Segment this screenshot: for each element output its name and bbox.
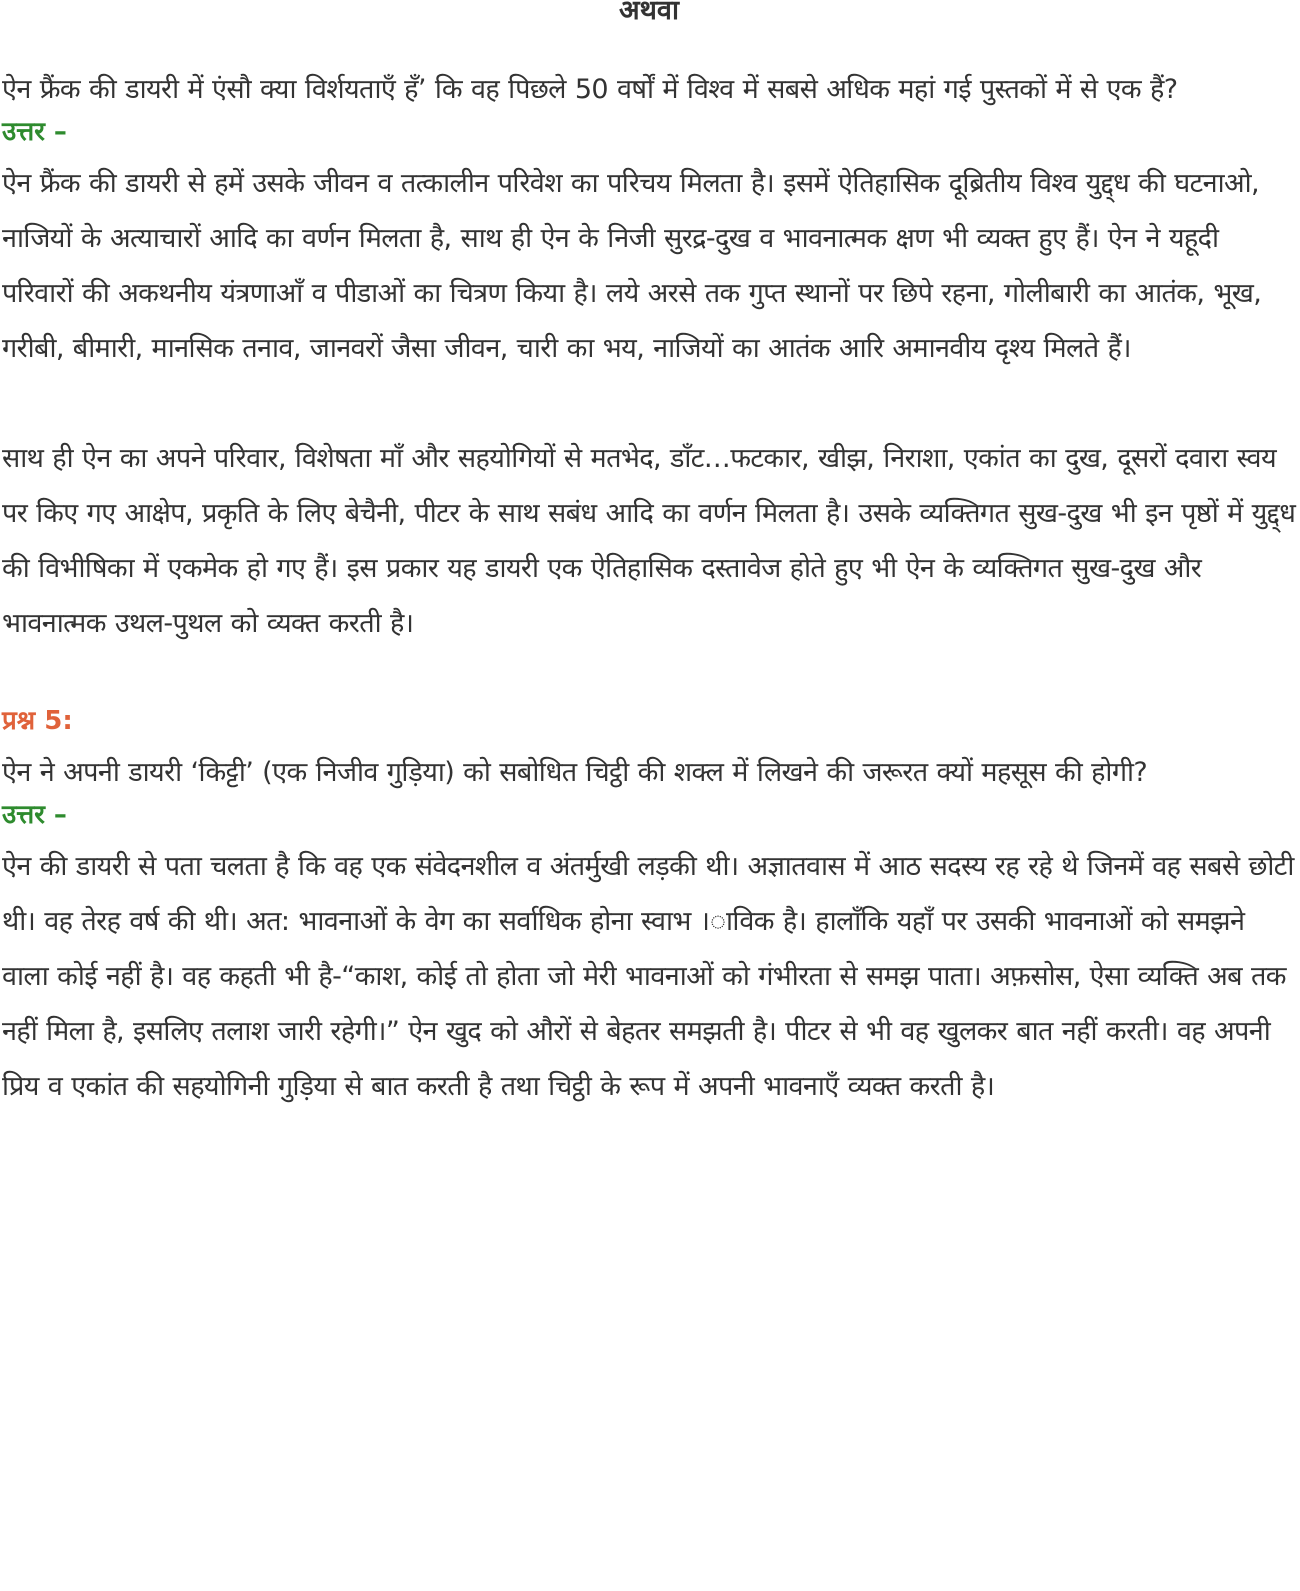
- answer-paragraph-2: साथ ही ऐन का अपने परिवार, विशेषता माँ और सहयोगियों से मतभेद, डाँट…फटकार, खीझ, निराशा, एकांत का दुख, दूसरों दवारा स्वय पर किए गए आक्षेप, प्रकृति के लिए बेचैनी, पीटर के साथ सबंध आदि का वर्णन मिलता है। उसके व्यक्तिगत सुख-दुख भी इन पृष्ठों में युद्द्ध की विभीषिका में एकमेक हो गए हैं। इस प्रकार यह डायरी एक ऐतिहासिक दस्तावेज होते हुए भी ऐन के व्यक्तिगत सुख-दुख और भावनात्मक उथल-पुथल को व्यक्त करती है।: [2, 443, 1296, 639]
- question-label: प्रश्न 5:: [2, 706, 73, 736]
- section-question-4-alt: [2, 62, 1296, 651]
- answer-label: उत्तर –: [2, 117, 67, 147]
- question-text: ऐन फ्रैंक की डायरी में एंसौ क्या विर्शयताएँ हँ’ कि वह पिछले 50 वर्षों में विश्व में सबसे अधिक महां गई पुस्तकों में से एक हैं?: [2, 74, 1178, 105]
- answer-paragraph: ऐन की डायरी से पता चलता है कि वह एक संवेदनशील व अंतर्मुखी लड़की थी। अज्ञातवास में आठ सदस्य रह रहे थे जिनमें वह सबसे छोटी थी। वह तेरह वर्ष की थी। अत: भावनाओं के वेग का सर्वाधिक होना स्वाभ ।ाविक है। हालाँकि यहाँ पर उसकी भावनाओं को समझने वाला कोई नहीं है। वह कहती भी है-“काश, कोई तो होता जो मेरी भावनाओं को गंभीरता से समझ पाता। अफ़सोस, ऐसा व्यक्ति अब तक नहीं मिला है, इसलिए तलाश जारी रहेगी।” ऐन खुद को औरों से बेहतर समझती है। पीटर से भी वह खुलकर बात नहीं करती। वह अपनी प्रिय व एकांत की सहयोगिनी गुड़िया से बात करती है तथा चिट्ठी के रूप में अपनी भावनाएँ व्यक्त करती है।: [2, 851, 1294, 1102]
- answer-label: उत्तर –: [2, 800, 67, 830]
- paragraph-spacer: [2, 376, 1296, 431]
- question-text: ऐन ने अपनी डायरी ‘किट्टी’ (एक निजीव गुड़िया) को सबोधित चिट्ठी की शक्ल में लिखने की जरूरत क्यों महसूस की होगी?: [2, 757, 1148, 788]
- section-question-5: [2, 706, 1296, 1114]
- answer-paragraph-1: ऐन फ्रैंक की डायरी से हमें उसके जीवन व तत्कालीन परिवेश का परिचय मिलता है। इसमें ऐतिहासिक दूब्रितीय विश्व युद्द्ध की घटनाओ, नाजियों के अत्याचारों आदि का वर्णन मिलता है, साथ ही ऐन के निजी सुरद्र-दुख व भावनात्मक क्षण भी व्यक्त हुए हैं। ऐन ने यहूदी परिवारों की अकथनीय यंत्रणाआँ व पीडाओं का चित्रण किया है। लये अरसे तक गुप्त स्थानों पर छिपे रहना, गोलीबारी का आतंक, भूख, गरीबी, बीमारी, मानसिक तनाव, जानवरों जैसा जीवन, चारी का भय, नाजियों का आतंक आरि अमानवीय दृश्य मिलते हैं।: [2, 168, 1262, 364]
- or-heading: अथवा: [619, 0, 679, 26]
- section-spacer: [2, 651, 1296, 706]
